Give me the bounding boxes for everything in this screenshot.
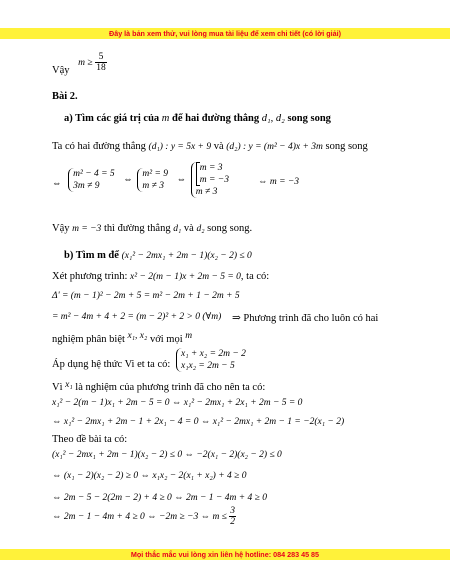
equation-line-4: ⇔ (x₁ − 2)(x₂ − 2) ≥ 0 ⇔ x₁x₂ − 2(x₁ + x₂) + 4 ≥ 0 xyxy=(52,471,247,481)
arrow-2: ⇔ xyxy=(123,175,133,186)
intro-fraction xyxy=(95,52,107,73)
delta-line-2 xyxy=(52,310,379,324)
intro-fraction-den: 18 xyxy=(96,63,106,73)
part-a-conclusion xyxy=(52,222,252,236)
pt-post: , ta có: xyxy=(240,271,270,282)
eq6-fraction xyxy=(229,506,236,527)
part-a-system-line xyxy=(52,162,300,198)
equation-line-2: ⇔ x₁² − 2mx₁ + 2m − 1 + 2x₁ − 4 = 0 ⇔ x₁² − 2mx₁ + 2m − 1 = −2(x₁ − 2) xyxy=(52,417,345,427)
nghiem-x: x₁, x₂ xyxy=(127,331,148,341)
part-a-line1-post: song song xyxy=(322,141,368,152)
nghiem-m: m xyxy=(185,331,193,341)
intro-fraction-num: 5 xyxy=(95,52,107,63)
eq6-expr: ⇔ 2m − 1 − 4m + 4 ≥ 0 ⇔ −2m ≥ −3 ⇔ m ≤ xyxy=(52,511,230,522)
equation-line-3: (x₁² − 2mx₁ + 2m − 1)(x₂ − 2) ≤ 0 ⇔ −2(x₁ − 2)(x₂ − 2) ≤ 0 xyxy=(52,450,282,460)
system-1 xyxy=(68,168,119,192)
intro-vay: Vậy xyxy=(52,64,70,76)
delta-line-1: Δ' = (m − 1)² − 2m + 5 = m² − 2m + 1 − 2m + 5 xyxy=(52,291,240,301)
arrow-3: ⇔ xyxy=(176,175,187,186)
preview-banner xyxy=(0,28,450,39)
eq6-fraction-num: 3 xyxy=(230,506,236,516)
system-2-line-a: m² = 9 xyxy=(142,169,169,179)
delta-2-expr: = m² − 4m + 4 + 2 = (m − 2)² + 2 > 0 (∀m) xyxy=(52,312,222,322)
vi-x: x₁ xyxy=(65,380,73,390)
vieta-line-a: x₁ + x₂ = 2m − 2 xyxy=(181,349,246,359)
arrow-1: ⇔ xyxy=(52,179,62,190)
d2-equation: (d₂) : y = (m² − 4)x + 3m xyxy=(226,142,323,152)
pt-pre: Xét phương trình: xyxy=(52,271,131,282)
part-a-line1-pre: Ta có hai đường thẳng xyxy=(52,141,149,152)
part-a-heading-d: d₁, d₂ xyxy=(261,113,285,124)
system-3-result: ⇔ m = −3 xyxy=(258,177,300,187)
system-3-line-c: m ≠ 3 xyxy=(195,187,218,197)
concl-pre: Vậy xyxy=(52,223,73,234)
concl-post: song song. xyxy=(204,223,253,234)
part-a-heading-m: m xyxy=(161,113,170,124)
system-1-line-b: 3m ≠ 9 xyxy=(73,181,100,191)
equation-line-5: ⇔ 2m − 5 − 2(2m − 2) + 4 ≥ 0 ⇔ 2m − 1 − 4m + 4 ≥ 0 xyxy=(52,493,267,503)
concl-d2: d₂ xyxy=(196,224,205,234)
intro-m-ge: m ≥ xyxy=(78,57,93,68)
concl-mid: thì đường thẳng xyxy=(101,223,174,234)
system-2 xyxy=(137,168,172,192)
part-a-lines-line xyxy=(52,140,368,154)
vieta-pre: Áp dụng hệ thức Vi et ta có: xyxy=(52,359,171,370)
system-2-line-b: m ≠ 3 xyxy=(142,181,164,191)
pt-equation: x² − 2(m − 1)x + 2m − 5 = 0 xyxy=(130,272,241,282)
system-3-line-a: m = 3 xyxy=(199,163,223,173)
nghiem-line xyxy=(52,333,192,347)
intro-line xyxy=(52,52,107,76)
vieta-system xyxy=(176,348,250,372)
system-3-bracket xyxy=(196,162,233,186)
part-a-heading-mid: để hai đường thẳng xyxy=(169,113,262,124)
part-b-heading xyxy=(64,249,252,263)
hotline-banner-text: Mọi thắc mắc vui lòng xin liên hệ hotline: 084 283 45 85 xyxy=(130,550,320,559)
equation-line-1: x₁² − 2(m − 1)x₁ + 2m − 5 = 0 ⇔ x₁² − 2mx₁ + 2x₁ + 2m − 5 = 0 xyxy=(52,398,303,408)
part-b-equation-line xyxy=(52,270,269,284)
theo-line: Theo đề bài ta có: xyxy=(52,434,128,445)
concl-va: và xyxy=(181,223,197,234)
part-a-heading-pre: a) Tìm các giá trị của xyxy=(64,113,162,124)
hotline-banner xyxy=(0,549,450,560)
vi-line xyxy=(52,381,265,395)
vi-pre: Vì xyxy=(52,382,66,393)
concl-d1: d₁ xyxy=(173,224,182,234)
concl-m: m = −3 xyxy=(72,224,102,234)
part-a-heading xyxy=(64,112,331,125)
part-b-heading-pre: b) Tìm m để xyxy=(64,250,122,261)
system-3 xyxy=(191,162,237,198)
section-title: Bài 2. xyxy=(52,91,78,102)
nghiem-pre: nghiệm phân biệt xyxy=(52,334,128,345)
part-a-va: và xyxy=(211,141,227,152)
eq6-fraction-den: 2 xyxy=(230,517,236,527)
delta-2-arrow: ⇒ Phương trình đã cho luôn có hai xyxy=(232,313,379,324)
vi-post: là nghiệm của phương trình đã cho nên ta có: xyxy=(72,382,266,393)
part-a-heading-post: song song xyxy=(284,113,331,124)
system-3-line-b: m = −3 xyxy=(199,175,229,185)
preview-banner-text: Đây là bản xem thử, vui lòng mua tài liệu để xem chi tiết (có lời giải) xyxy=(109,29,341,38)
vieta-line xyxy=(52,348,246,371)
d1-equation: (d₁) : y = 5x + 9 xyxy=(148,142,212,152)
nghiem-post: với mọi xyxy=(147,334,186,345)
vieta-line-b: x₁x₂ = 2m − 5 xyxy=(181,361,235,371)
equation-line-6 xyxy=(52,506,236,527)
part-b-heading-ineq: (x₁² − 2mx₁ + 2m − 1)(x₂ − 2) ≤ 0 xyxy=(121,251,252,261)
system-1-line-a: m² − 4 = 5 xyxy=(73,169,115,179)
